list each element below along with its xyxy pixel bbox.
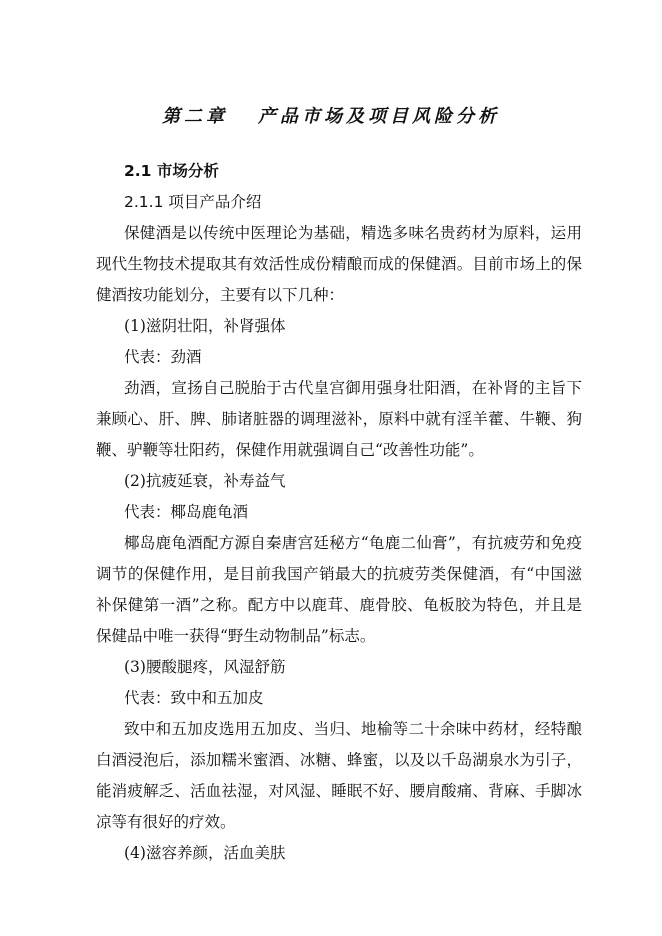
chapter-name: 产品市场及项目风险分析 [258, 106, 500, 127]
description-paragraph: 致中和五加皮选用五加皮、当归、地榆等二十余味中药材，经特酿白酒浸泡后，添加糯米蜜酒、冰糖、蜂蜜，以及以千岛湖泉水为引子，能消疲解乏、活血祛湿，对风湿、睡眠不好、腰肩酸痛、背麻、手脚冰凉等有很好的疗效。 [96, 720, 582, 831]
section-heading: 2.1 市场分析 [124, 162, 219, 180]
description-paragraph: 椰岛鹿龟酒配方源自秦唐宫廷秘方“龟鹿二仙膏”，有抗疲劳和免疫调节的保健作用，是目前我国产销最大的抗疲劳类保健酒，有“中国滋补保健第一酒”之称。配方中以鹿茸、鹿骨胶、龟板胶为特色，并且是保健品中唯一获得“野生动物制品”标志。 [96, 534, 582, 645]
description-paragraph: 劲酒，宣扬自己脱胎于古代皇宫御用强身壮阳酒，在补肾的主旨下兼顾心、肝、脾、肺诸脏器的调理滋补，原料中就有淫羊藿、牛鞭、狗鞭、驴鞭等壮阳药，保健作用就强调自己“改善性功能”。 [96, 379, 582, 459]
category-heading: (4)滋容养颜，活血美肤 [124, 844, 286, 862]
chapter-title [0, 104, 662, 130]
category-heading: (1)滋阴壮阳，补肾强体 [124, 317, 286, 335]
representative-line: 代表：致中和五加皮 [124, 689, 264, 707]
chapter-number: 第二章 [162, 106, 228, 127]
document-body [96, 156, 582, 869]
subsection-heading: 2.1.1 项目产品介绍 [124, 193, 262, 211]
category-heading: (2)抗疲延衰，补寿益气 [124, 472, 286, 490]
representative-line: 代表：劲酒 [124, 348, 202, 366]
intro-paragraph: 保健酒是以传统中医理论为基础，精选多味名贵药材为原料，运用现代生物技术提取其有效活性成份精酿而成的保健酒。目前市场上的保健酒按功能划分，主要有以下几种： [96, 224, 582, 304]
representative-line: 代表：椰岛鹿龟酒 [124, 503, 249, 521]
category-heading: (3)腰酸腿疼，风湿舒筋 [124, 658, 286, 676]
